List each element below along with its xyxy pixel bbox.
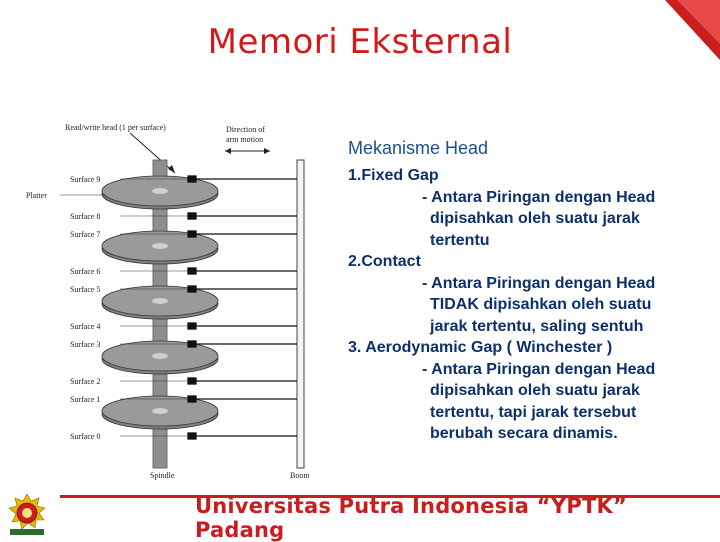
platter — [102, 286, 218, 319]
direction-label-1: Direction of — [226, 125, 265, 134]
mechanism-item-desc: tertentu, tapi jarak tersebut — [430, 403, 637, 421]
mechanism-item-desc: dipisahkan oleh suatu jarak — [430, 382, 640, 399]
section-heading: Mekanisme Head — [348, 138, 489, 158]
mechanism-item-desc: dipisahkan oleh suatu jarak — [430, 210, 640, 227]
university-logo-icon — [2, 492, 52, 538]
platter — [102, 176, 218, 209]
mechanism-item-label: 1.Fixed Gap — [348, 167, 439, 184]
surface-label: Surface 2 — [70, 377, 101, 386]
spindle-label: Spindle — [150, 471, 175, 480]
mechanism-item-desc: jarak tertentu, saling sentuh — [430, 317, 644, 335]
surface-label: Surface 1 — [70, 395, 101, 404]
corner-decoration — [665, 0, 720, 60]
platter — [102, 231, 218, 264]
mechanism-item-desc: TIDAK dipisahkan oleh suatu — [430, 296, 652, 313]
surface-label: Surface 8 — [70, 212, 101, 221]
mechanism-item-label: 2.Contact — [348, 253, 421, 270]
mechanism-item-desc: berubah secara dinamis. — [430, 425, 618, 442]
surface-label: Surface 3 — [70, 340, 101, 349]
surface-label: Surface 9 — [70, 175, 101, 184]
platter — [102, 396, 218, 429]
boom-label: Boom — [290, 471, 310, 480]
rw-head-label: Read/write head (1 per surface) — [65, 123, 166, 132]
platter — [102, 341, 218, 374]
mechanism-item-desc: - Antara Piringan dengan Head — [422, 188, 656, 206]
mechanism-item-desc: tertentu — [430, 231, 490, 249]
footer — [0, 486, 720, 540]
content-area — [348, 138, 708, 445]
mechanism-item-desc: - Antara Piringan dengan Head — [422, 360, 656, 378]
mechanism-item-desc: - Antara Piringan dengan Head — [422, 274, 656, 292]
platter-label: Platter — [26, 191, 47, 200]
surface-label: Surface 6 — [70, 267, 101, 276]
disk-diagram — [20, 118, 340, 488]
surface-label: Surface 0 — [70, 432, 101, 441]
footer-institution: Universitas Putra Indonesia “YPTK” Padang — [195, 494, 628, 542]
mechanism-item-label: 3. Aerodynamic Gap ( Winchester ) — [348, 339, 613, 356]
surface-label: Surface 4 — [70, 322, 101, 331]
direction-label-2: arm motion — [226, 135, 264, 144]
surface-label: Surface 5 — [70, 285, 101, 294]
surface-label: Surface 7 — [70, 230, 101, 239]
slide-title: Memori Eksternal — [207, 22, 513, 62]
